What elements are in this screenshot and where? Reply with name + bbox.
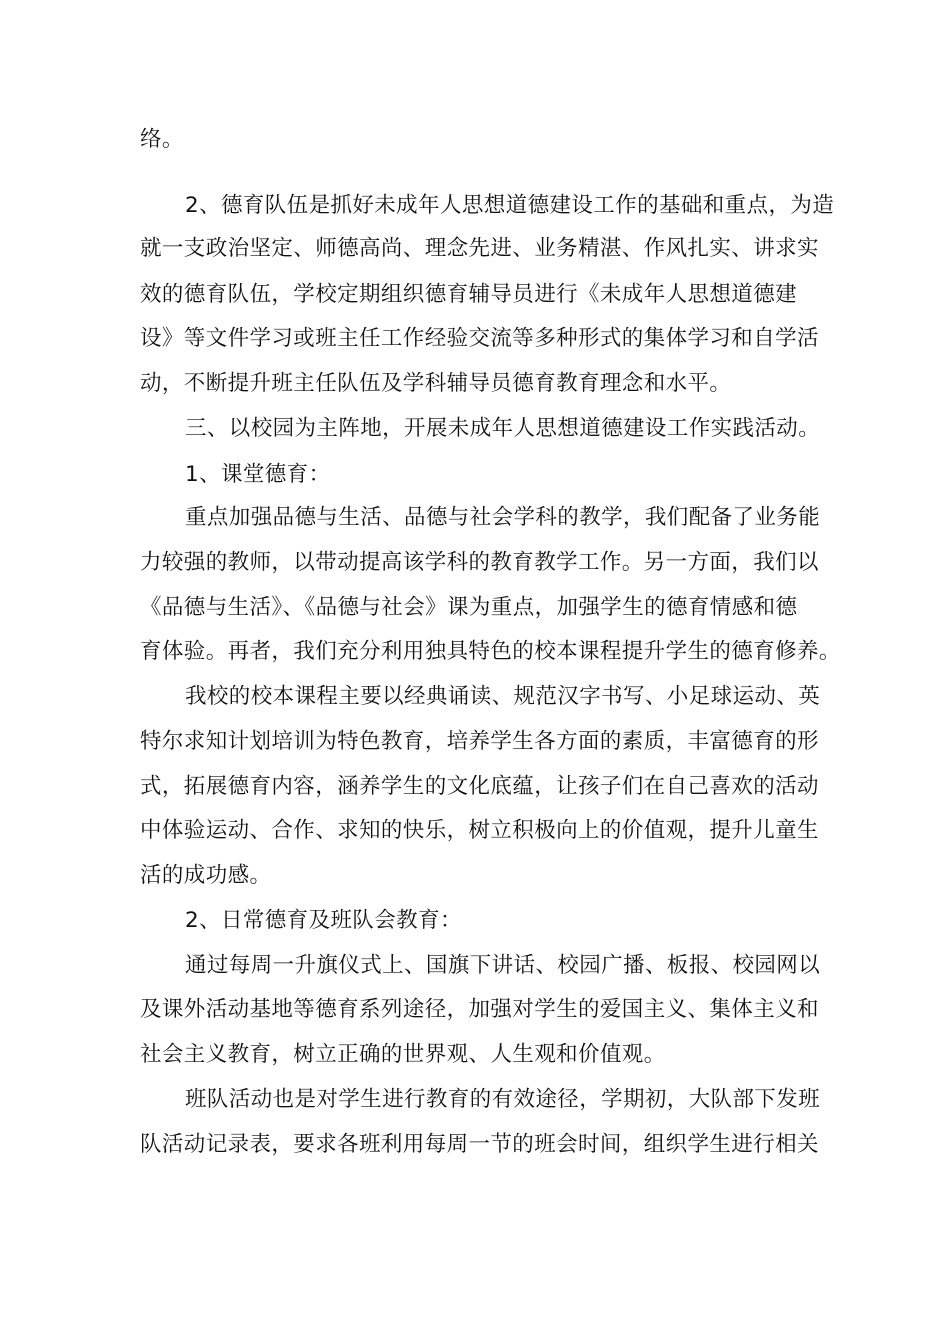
text-line: 2、德育队伍是抓好未成年人思想道德建设工作的基础和重点，为造 xyxy=(185,193,835,218)
text-line: 社会主义教育，树立正确的世界观、人生观和价值观。 xyxy=(140,1042,666,1067)
text-line: 力较强的教师，以带动提高该学科的教育教学工作。另一方面，我们以 xyxy=(140,550,819,575)
text-line: 重点加强品德与生活、品德与社会学科的教学，我们配备了业务能 xyxy=(185,505,821,530)
text-line: 育体验。再者，我们充分利用独具特色的校本课程提升学生的德育修养。 xyxy=(140,639,841,664)
text-line: 效的德育队伍，学校定期组织德育辅导员进行《未成年人思想道德建 xyxy=(140,282,798,307)
text-line: 队活动记录表，要求各班利用每周一节的班会时间，组织学生进行相关 xyxy=(140,1132,819,1157)
text-line: 络。 xyxy=(140,127,184,152)
text-line: 特尔求知计划培训为特色教育，培养学生各方面的素质，丰富德育的形 xyxy=(140,729,819,754)
text-line: 及课外活动基地等德育系列途径，加强对学生的爱国主义、集体主义和 xyxy=(140,997,819,1022)
text-line: 我校的校本课程主要以经典诵读、规范汉字书写、小足球运动、英 xyxy=(185,684,821,709)
text-line: 设》等文件学习或班主任工作经验交流等多种形式的集体学习和自学活 xyxy=(140,326,819,351)
text-line: 活的成功感。 xyxy=(140,863,272,888)
text-line: 通过每周一升旗仪式上、国旗下讲话、校园广播、板报、校园网以 xyxy=(185,953,821,978)
text-line: 动，不断提升班主任队伍及学科辅导员德育教育理念和水平。 xyxy=(140,371,732,396)
text-line: 就一支政治坚定、师德高尚、理念先进、业务精湛、作风扎实、讲求实 xyxy=(140,236,819,261)
section-heading: 三、以校园为主阵地，开展未成年人思想道德建设工作实践活动。 xyxy=(185,416,821,441)
text-line: 中体验运动、合作、求知的快乐，树立积极向上的价值观，提升儿童生 xyxy=(140,818,819,843)
subsection-heading: 2、日常德育及班队会教育： xyxy=(185,908,462,933)
subsection-heading: 1、课堂德育： xyxy=(185,462,331,487)
text-line: 《品德与生活》、《品德与社会》课为重点，加强学生的德育情感和德 xyxy=(140,595,798,620)
text-line: 式，拓展德育内容，涵养学生的文化底蕴，让孩子们在自己喜欢的活动 xyxy=(140,774,819,799)
text-line: 班队活动也是对学生进行教育的有效途径，学期初，大队部下发班 xyxy=(185,1087,821,1112)
